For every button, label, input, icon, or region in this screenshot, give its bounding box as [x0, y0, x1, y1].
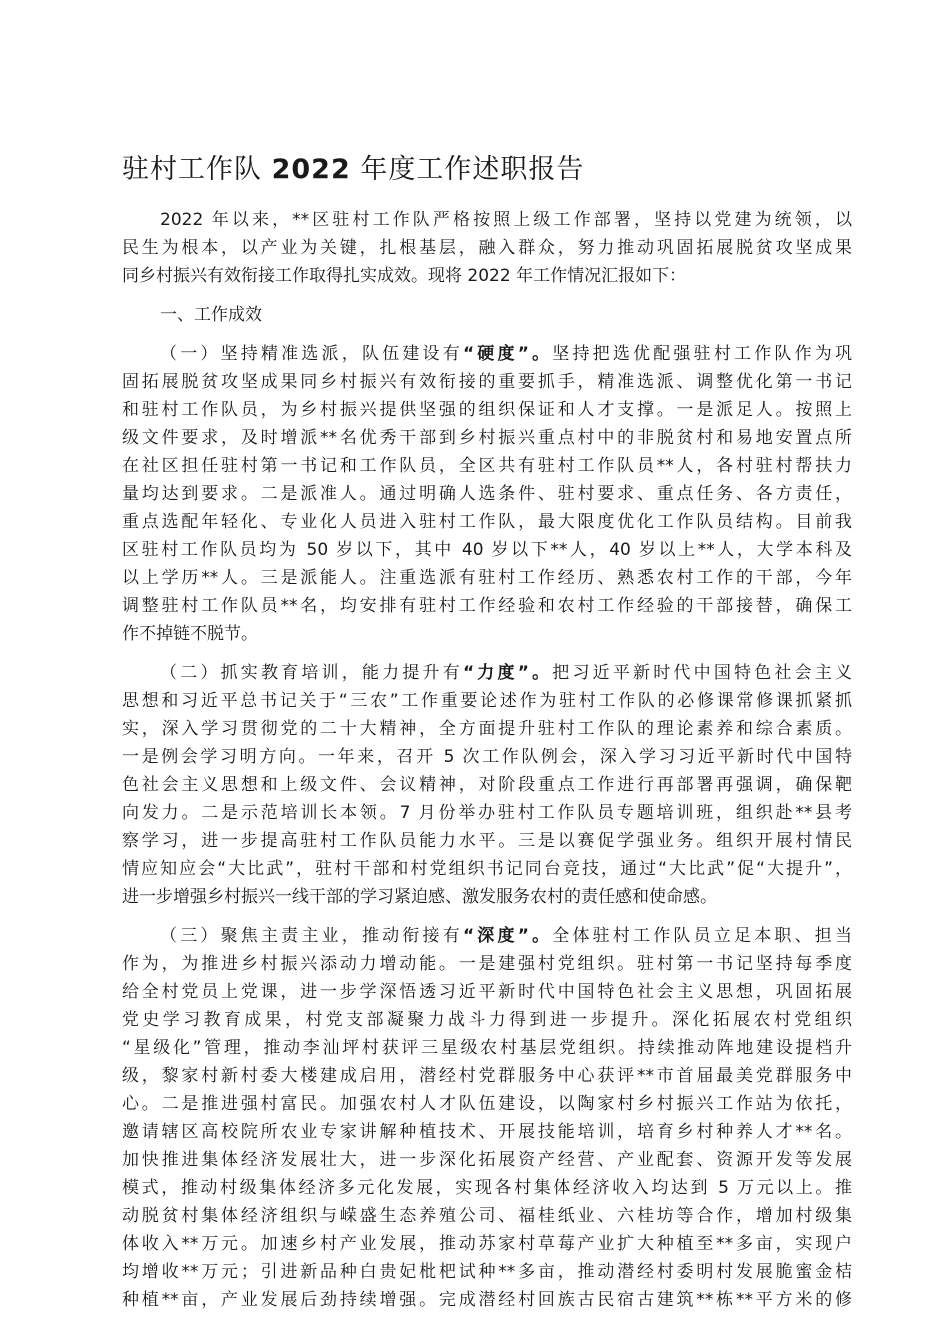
paragraph-keyword: “深度”。: [462, 926, 553, 946]
paragraph-line: 区驻村工作队员均为 50 岁以下，其中 40 岁以下**人，40 岁以上**人，大学本科及: [122, 540, 852, 560]
paragraph-3: [122, 922, 852, 1314]
paragraph-1: [122, 340, 852, 648]
paragraph-line: 向发力。二是示范培训长本领。7 月份举办驻村工作队员专题培训班，组织赴**县考: [122, 803, 852, 823]
title-year: 2022: [271, 154, 351, 185]
paragraph-lead: （二）抓实教育培训，能力提升有: [160, 663, 463, 683]
paragraph-2: [122, 659, 852, 911]
paragraph-line: 级，黎家村新村委大楼建成启用，潜经村党群服务中心获评**市首届最美党群服务中: [122, 1066, 852, 1086]
title-suffix: 年度工作述职报告: [360, 154, 585, 185]
paragraph-line: 实，深入学习贯彻党的二十大精神，全方面提升驻村工作队的理论素养和综合素质。: [122, 719, 852, 739]
paragraph-line: 级文件要求，及时增派**名优秀干部到乡村振兴重点村中的非脱贫村和易地安置点所: [122, 428, 852, 448]
paragraph-lead-rest: 把习近平新时代中国特色社会主义: [552, 663, 852, 683]
paragraph-line: 党史学习教育成果，村党支部凝聚力战斗力得到进一步提升。深化拓展农村党组织: [122, 1010, 852, 1030]
paragraph-line: 均增收**万元；引进新品种白贵妃枇杷试种**多亩，推动潜经村委明村发展脆蜜金桔: [122, 1262, 852, 1282]
paragraph-line: 模式，推动村级集体经济多元化发展，实现各村集体经济收入均达到 5 万元以上。推: [122, 1178, 852, 1198]
paragraph-line: 思想和习近平总书记关于“三农”工作重要论述作为驻村工作队的必修课常修课抓紧抓: [122, 691, 852, 711]
paragraph-keyword: “力度”。: [462, 663, 553, 683]
paragraph-line: 作不掉链不脱节。: [122, 624, 258, 644]
paragraph-lead: （一）坚持精准选派，队伍建设有: [160, 344, 463, 364]
paragraph-first-line: [122, 922, 852, 950]
paragraph-line: 作为，为推进乡村振兴添动力增动能。一是建强村党组织。驻村第一书记坚持每季度: [122, 954, 852, 974]
paragraph-line: 一是例会学习明方向。一年来，召开 5 次工作队例会，深入学习习近平新时代中国特: [122, 747, 852, 767]
paragraph-line: 种植**亩，产业发展后劲持续增强。完成潜经村回族古民宿古建筑**栋**平方米的修: [122, 1290, 852, 1310]
intro-line: 同乡村振兴有效衔接工作取得扎实成效。现将 2022 年工作情况汇报如下：: [122, 266, 687, 286]
paragraph-line: 重点选配年轻化、专业化人员进入驻村工作队，最大限度优化工作队员结构。目前我: [122, 512, 852, 532]
paragraph-lead: （三）聚焦主责主业，推动衔接有: [160, 926, 463, 946]
paragraph-line: 察学习，进一步提高驻村工作队员能力水平。三是以赛促学强业务。组织开展村情民: [122, 831, 852, 851]
section-heading: 一、工作成效: [160, 305, 262, 325]
paragraph-line: 体收入**万元。加速乡村产业发展，推动苏家村草莓产业扩大种植至**多亩，实现户: [122, 1234, 852, 1254]
title-prefix: 驻村工作队: [122, 154, 262, 185]
paragraph-line: 在社区担任驻村第一书记和工作队员，全区共有驻村工作队员**人，各村驻村帮扶力: [122, 456, 852, 476]
paragraph-line: 情应知应会“大比武”，驻村干部和村党组织书记同台竞技，通过“大比武”促“大提升”，: [122, 859, 852, 879]
paragraph-line: 心。二是推进强村富民。加强农村人才队伍建设，以陶家村乡村振兴工作站为依托，: [122, 1094, 852, 1114]
paragraph-first-line: [122, 340, 852, 368]
intro-line: 2022 年以来，**区驻村工作队严格按照上级工作部署，坚持以党建为统领，以: [160, 210, 852, 230]
document-body: [122, 206, 852, 1325]
intro-line: 民生为根本，以产业为关键，扎根基层，融入群众，努力推动巩固拓展脱贫攻坚成果: [122, 238, 852, 258]
paragraph-keyword: “硬度”。: [462, 344, 553, 364]
paragraph-line: 邀请辖区高校院所农业专家讲解种植技术、开展技能培训，培育乡村种养人才**名。: [122, 1122, 852, 1142]
paragraph-first-line: [122, 659, 852, 687]
paragraph-line: 和驻村工作队员，为乡村振兴提供坚强的组织保证和人才支撑。一是派足人。按照上: [122, 400, 852, 420]
paragraph-line: 固拓展脱贫攻坚成果同乡村振兴有效衔接的重要抓手，精准选派、调整优化第一书记: [122, 372, 852, 392]
paragraph-line: 动脱贫村集体经济组织与嵘盛生态养殖公司、福桂纸业、六桂坊等合作，增加村级集: [122, 1206, 852, 1226]
paragraph-line: 以上学历**人。三是派能人。注重选派有驻村工作经历、熟悉农村工作的干部，今年: [122, 568, 852, 588]
paragraph-line: “星级化”管理，推动李汕坪村获评三星级农村基层党组织。持续推动阵地建设提档升: [122, 1038, 852, 1058]
paragraph-line: 加快推进集体经济发展壮大，进一步深化拓展资产经营、产业配套、资源开发等发展: [122, 1150, 852, 1170]
paragraph-line: 给全村党员上党课，进一步学深悟透习近平新时代中国特色社会主义思想，巩固拓展: [122, 982, 852, 1002]
paragraph-lead-rest: 全体驻村工作队员立足本职、担当: [552, 926, 852, 946]
paragraph-line: 量均达到要求。二是派准人。通过明确人选条件、驻村要求、重点任务、各方责任，: [122, 484, 852, 504]
paragraph-line: 调整驻村工作队员**名，均安排有驻村工作经验和农村工作经验的干部接替，确保工: [122, 596, 852, 616]
paragraph-line: 色社会主义思想和上级文件、会议精神，对阶段重点工作进行再部署再强调，确保靶: [122, 775, 852, 795]
document-title: [122, 150, 584, 190]
intro-paragraph: [122, 206, 852, 290]
paragraph-lead-rest: 坚持把选优配强驻村工作队作为巩: [552, 344, 852, 364]
paragraph-line: 进一步增强乡村振兴一线干部的学习紧迫感、激发服务农村的责任感和使命感。: [122, 887, 717, 907]
